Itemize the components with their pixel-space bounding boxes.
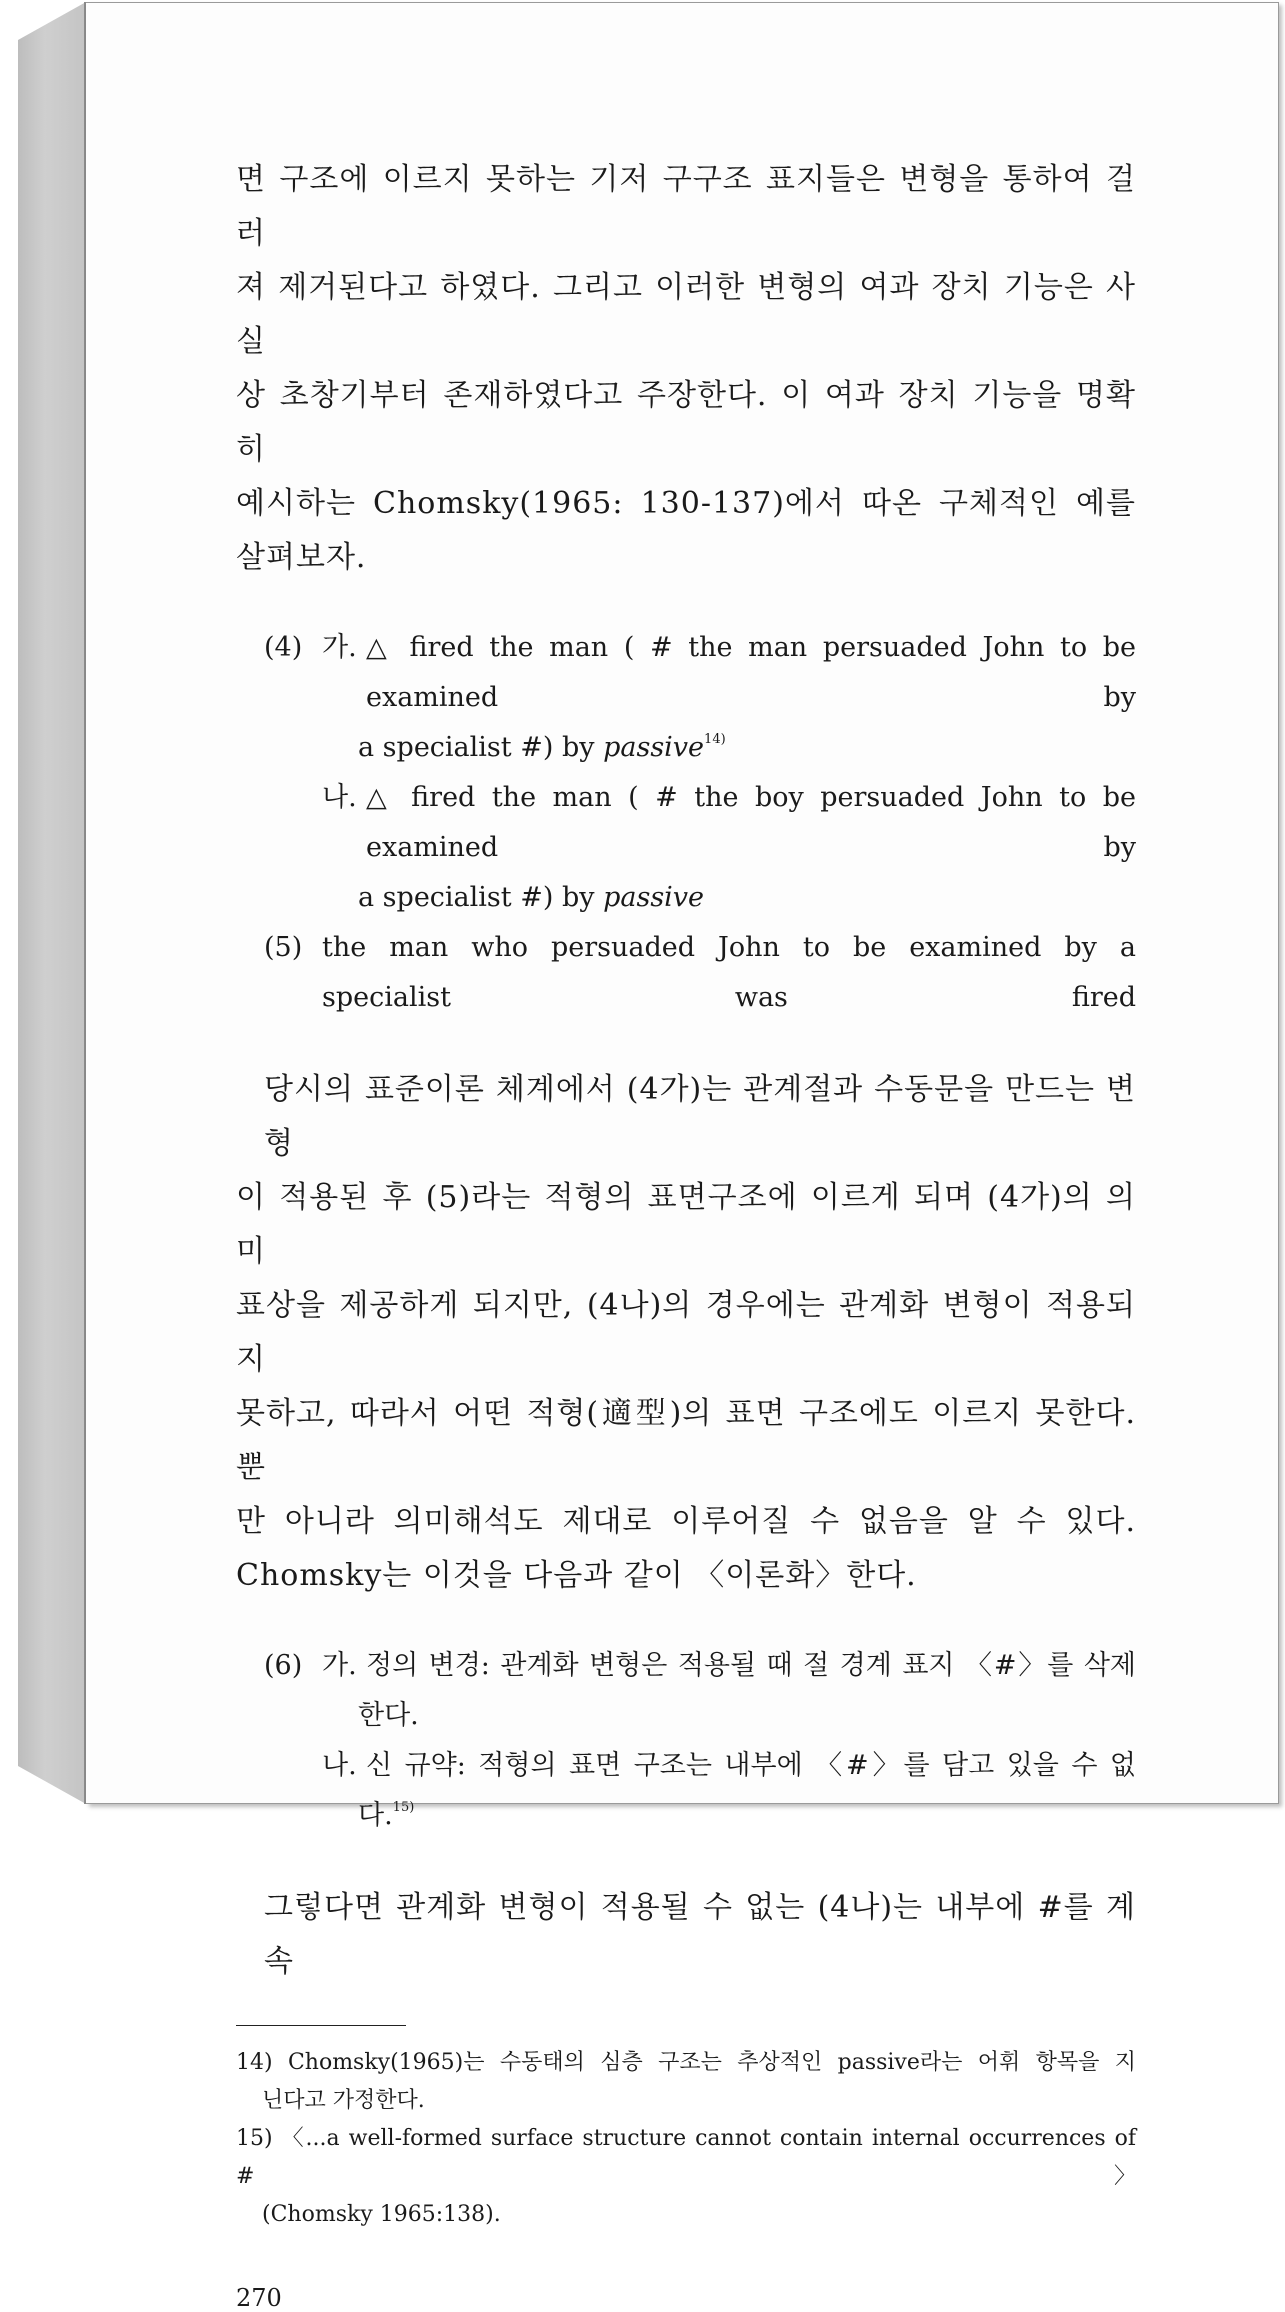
example-line: △ fired the man ( # the man persuaded John to be examined by [366,632,1136,713]
example-4-na-cont [236,873,1136,923]
example-number: (4) [264,632,303,663]
footnote-marker: 15) [392,1800,415,1815]
footnote-divider [236,2025,406,2026]
example-line: 정의 변경: 관계화 변형은 적용될 때 절 경계 표지 〈#〉를 삭제 [366,1650,1136,1681]
example-6-na-cont [236,1791,1136,1841]
footnote-line: 닌다고 가정한다. [262,2088,425,2113]
paragraph-2-line: 당시의 표준이론 체계에서 (4가)는 관계절과 수동문을 만드는 변형 [264,1072,1136,1161]
example-sub-label: 가. [322,632,357,663]
example-sub-label: 나. [322,782,357,813]
example-body [366,773,1136,873]
paragraph-1 [236,153,1136,585]
example-line: △ fired the man ( # the boy persuaded John to be examined by [366,782,1136,863]
example-6-na [236,1741,1136,1791]
example-4-ga [236,623,1136,723]
example-body [366,1641,1136,1691]
example-line: 신 규약: 적형의 표면 구조는 내부에 〈#〉를 담고 있을 수 없 [366,1750,1136,1781]
example-4-na [236,773,1136,873]
example-line: 다. [358,1800,393,1831]
paragraph-2 [236,1063,1136,1603]
example-line: a specialist #) by [358,732,604,763]
page-content [236,153,1136,2312]
example-number: (5) [264,932,303,963]
paragraph-3 [236,1881,1136,1989]
paragraph-1-line: 예시하는 Chomsky(1965: 130-137)에서 따온 구체적인 예를 살펴보자. [236,486,1136,575]
example-4-ga-cont [236,723,1136,773]
paragraph-2-line: 만 아니라 의미해석도 제대로 이루어질 수 없음을 알 수 있다. [236,1504,1136,1539]
footnote-line: (Chomsky 1965:138). [262,2202,501,2227]
footnote-marker: 14) [704,732,726,747]
example-line: 한다. [358,1700,419,1731]
example-line: a specialist #) by [358,882,604,913]
example-block-4-5 [236,623,1136,1023]
example-5 [236,923,1136,1023]
footnote-15 [236,2120,1136,2234]
paragraph-2-line: Chomsky는 이것을 다음과 같이 〈이론화〉한다. [236,1558,917,1593]
example-sub-label: 나. [322,1750,357,1781]
footnote-line: 15) 〈...a well-formed surface structure cannot contain internal occurrences of #〉 [236,2126,1136,2189]
book-page [86,2,1279,2312]
example-body [314,923,1136,1023]
book-spine [18,2,86,1804]
example-number: (6) [264,1650,303,1681]
example-sub-label: 가. [322,1650,357,1681]
italic-term: passive [603,882,705,913]
example-6-ga-cont [236,1691,1136,1741]
paragraph-2-line: 못하고, 따라서 어떤 적형(適型)의 표면 구조에도 이르지 못한다. 뿐 [236,1396,1136,1485]
paragraph-3-line: 그렇다면 관계화 변형이 적용될 수 없는 (4나)는 내부에 #를 계속 [264,1890,1136,1979]
paragraph-1-line: 면 구조에 이르지 못하는 기저 구구조 표지들은 변형을 통하여 걸러 [236,162,1136,251]
example-line: the man who persuaded John to be examined by a specialist was fired [322,932,1136,1013]
example-number-spacer [236,773,314,873]
footnote-14 [236,2044,1136,2120]
example-number-spacer [236,1741,314,1791]
italic-term: passive [603,732,705,763]
footnote-line: 14) Chomsky(1965)는 수동태의 심층 구조는 추상적인 passive라는 어휘 항목을 지 [236,2050,1136,2075]
example-body [366,1741,1136,1791]
paragraph-1-line: 져 제거된다고 하였다. 그리고 이러한 변형의 여과 장치 기능은 사실 [236,270,1136,359]
paragraph-2-line: 이 적용된 후 (5)라는 적형의 표면구조에 이르게 되며 (4가)의 의미 [236,1180,1136,1269]
page-number: 270 [236,2284,282,2312]
example-6-ga [236,1641,1136,1691]
example-block-6 [236,1641,1136,1841]
example-body [366,623,1136,723]
paragraph-1-line: 상 초창기부터 존재하였다고 주장한다. 이 여과 장치 기능을 명확히 [236,378,1136,467]
paragraph-2-line: 표상을 제공하게 되지만, (4나)의 경우에는 관계화 변형이 적용되지 [236,1288,1136,1377]
